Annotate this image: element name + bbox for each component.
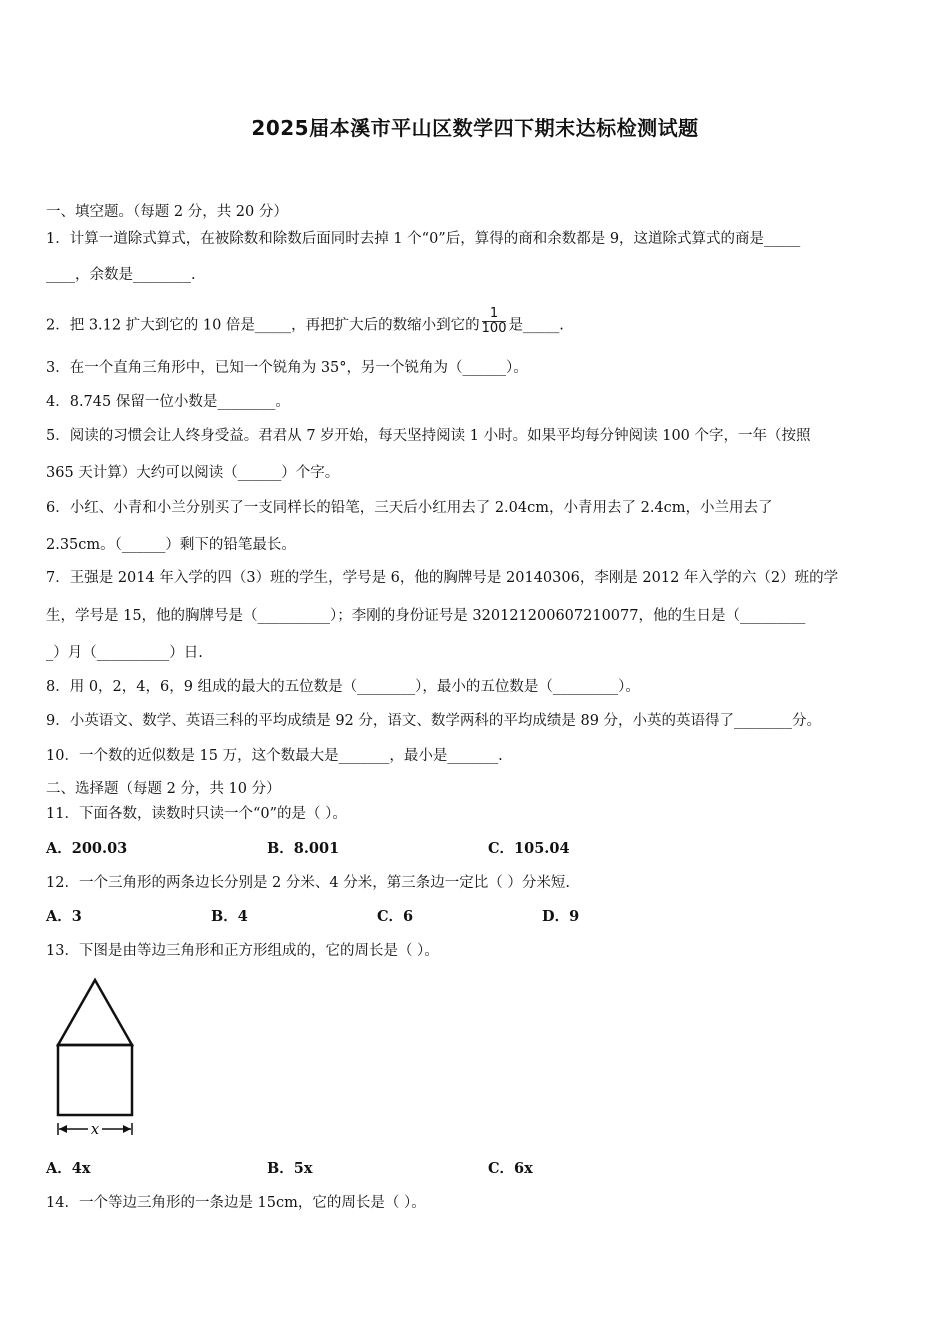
question-12: 12．一个三角形的两条边长分别是 2 分米、4 分米，第三条边一定比（ ）分米短. [46, 875, 570, 891]
q12-option-b: B．4 [211, 908, 248, 925]
section1-heading: 一、填空题。（每题 2 分，共 20 分） [46, 204, 288, 220]
fraction [482, 307, 507, 336]
question-1-line-1: 1．计算一道除式算式，在被除数和除数后面同时去掉 1 个“0”后，算得的商和余数都是 9，这道除式算式的商是_____ [46, 231, 801, 247]
question-4: 4．8.745 保留一位小数是________。 [46, 394, 290, 410]
page-title: 2025届本溪市平山区数学四下期末达标检测试题 [251, 116, 699, 140]
dimension-label: x [90, 1120, 100, 1138]
q11-option-b: B．8.001 [267, 840, 340, 857]
fraction-denominator: 100 [481, 321, 507, 336]
question-11: 11．下面各数，读数时只读一个“0”的是（ ）。 [46, 806, 347, 822]
section2-heading: 二、选择题（每题 2 分，共 10 分） [46, 781, 281, 797]
arrow-right [123, 1125, 131, 1133]
question-8: 8．用 0，2，4，6，9 组成的最大的五位数是（________），最小的五位数是（_________）。 [46, 679, 640, 695]
q12-option-c: C．6 [377, 908, 414, 925]
question-3: 3．在一个直角三角形中，已知一个锐角为 35°，另一个锐角为（______）。 [46, 360, 528, 376]
question-5-line-1: 5．阅读的习惯会让人终身受益。君君从 7 岁开始，每天坚持阅读 1 小时。如果平均每分钟阅读 100 个字，一年（按照 [46, 428, 811, 444]
fraction-numerator: 1 [482, 307, 507, 322]
question-2 [46, 306, 906, 340]
question-2-text-end: 是_____. [508, 317, 564, 334]
question-9: 9．小英语文、数学、英语三科的平均成绩是 92 分，语文、数学两科的平均成绩是 89 分，小英的英语得了________分。 [46, 713, 822, 729]
question-10: 10．一个数的近似数是 15 万，这个数最大是_______，最小是_______. [46, 748, 503, 764]
q12-option-a: A．3 [46, 908, 82, 925]
question-13: 13．下图是由等边三角形和正方形组成的，它的周长是（ ）。 [46, 943, 439, 959]
question-14: 14．一个等边三角形的一条边是 15cm，它的周长是（ ）。 [46, 1195, 426, 1211]
question-6-line-2: 2.35cm。（______）剩下的铅笔最长。 [46, 537, 296, 553]
q13-option-a: A．4x [46, 1160, 91, 1177]
q12-option-d: D．9 [542, 908, 580, 925]
question-1-line-2: ____，余数是________. [46, 267, 196, 283]
arrow-left [59, 1125, 67, 1133]
equilateral-triangle [58, 980, 132, 1045]
q13-option-b: B．5x [267, 1160, 313, 1177]
square [58, 1045, 132, 1115]
question-6-line-1: 6．小红、小青和小兰分别买了一支同样长的铅笔，三天后小红用去了 2.04cm，小青用去了 2.4cm，小兰用去了 [46, 500, 773, 516]
question-7-line-2: 生，学号是 15，他的胸牌号是（__________）；李刚的身份证号是 320121200607210077，他的生日是（_________ [46, 608, 806, 624]
question-7-line-3: _）月（__________）日. [46, 645, 203, 661]
q11-option-c: C．105.04 [488, 840, 570, 857]
question-7-line-1: 7．王强是 2014 年入学的四（3）班的学生，学号是 6，他的胸牌号是 20140306，李刚是 2012 年入学的六（2）班的学 [46, 570, 839, 586]
q11-option-a: A．200.03 [46, 840, 128, 857]
question-2-text: 2．把 3.12 扩大到它的 10 倍是_____，再把扩大后的数缩小到它的 [46, 317, 480, 334]
question-5-line-2: 365 天计算）大约可以阅读（______）个字。 [46, 465, 340, 481]
house-shape-figure [50, 975, 145, 1140]
q13-option-c: C．6x [488, 1160, 533, 1177]
